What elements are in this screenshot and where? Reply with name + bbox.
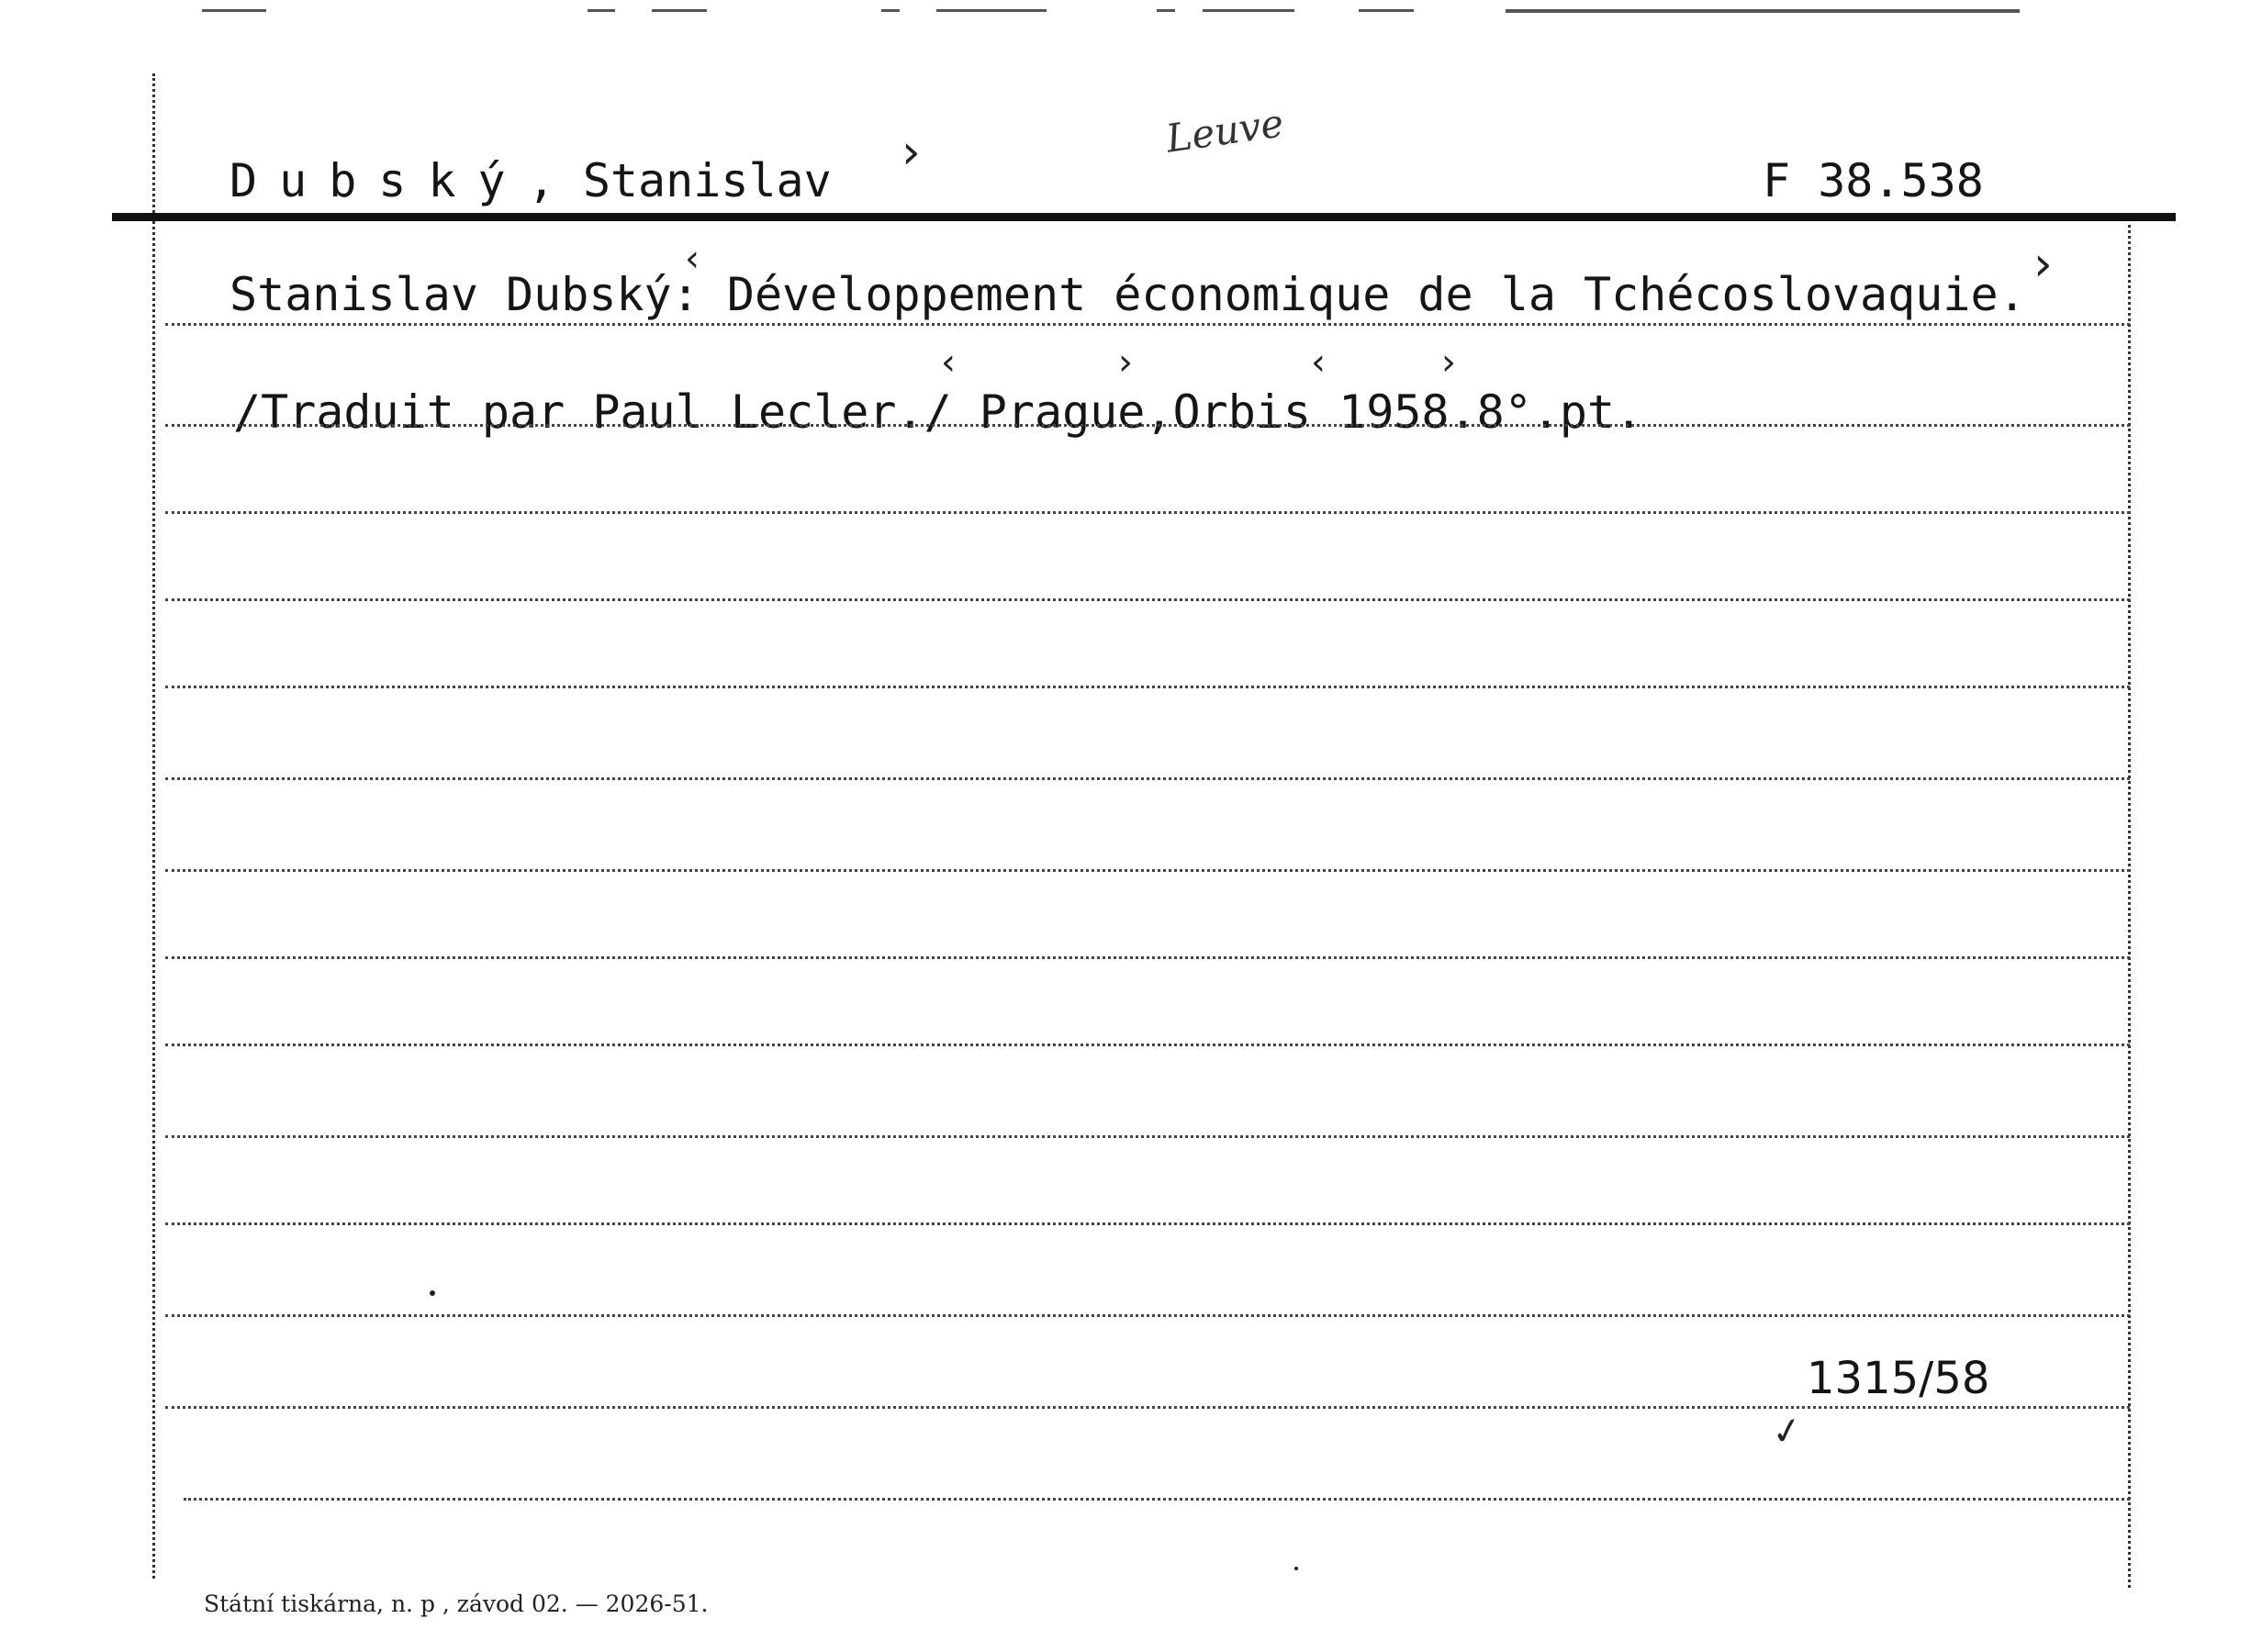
accession-number: 1315/58	[1807, 1353, 1990, 1404]
ruled-line	[165, 686, 2130, 688]
title-line: Stanislav Dubský: Développement économique de la Tchécoslovaquie.	[230, 268, 2026, 321]
handwritten-note: Leuve	[1163, 100, 1287, 162]
ruled-line	[184, 1498, 2130, 1501]
correction-mark: ›	[2033, 237, 2053, 292]
correction-mark: ‹	[685, 238, 700, 280]
ruled-line	[165, 598, 2130, 601]
scan-artifact	[202, 9, 266, 12]
ruled-line	[165, 1314, 2130, 1317]
scan-artifact	[1506, 9, 2020, 13]
ruled-line	[165, 511, 2130, 514]
ruled-line	[165, 1222, 2130, 1225]
ruled-line	[165, 956, 2130, 959]
ruled-line	[165, 323, 2130, 326]
ruled-line	[165, 869, 2130, 872]
ink-dot	[1294, 1567, 1298, 1570]
ruled-line	[165, 1406, 2130, 1409]
author-surname: Dubský	[230, 154, 528, 207]
scan-artifact	[936, 9, 1047, 12]
imprint-line: /Traduit par Paul Lecler./ Prague,Orbis 1958.8°.pt.	[233, 385, 1643, 439]
check-mark: ✓	[1768, 1408, 1807, 1456]
scan-artifact	[881, 9, 900, 12]
ruled-line	[165, 777, 2130, 780]
correction-mark: ›	[1118, 341, 1133, 384]
shelf-mark: F 38.538	[1763, 154, 1984, 207]
left-border	[152, 73, 155, 1579]
ruled-line	[165, 1044, 2130, 1046]
heading-rule	[112, 213, 2176, 221]
scan-artifact	[1359, 9, 1414, 12]
scan-artifact	[1157, 9, 1175, 12]
correction-mark: ‹	[941, 341, 956, 384]
correction-mark: ›	[901, 125, 921, 180]
scan-artifact	[1203, 9, 1294, 12]
author-heading	[230, 154, 832, 207]
correction-mark: ‹	[1311, 341, 1326, 384]
scan-artifact	[652, 9, 707, 12]
scan-artifact	[588, 9, 615, 12]
ruled-line	[165, 1135, 2130, 1138]
right-border	[2128, 225, 2131, 1588]
author-given-name: , Stanislav	[527, 154, 832, 207]
ruled-line	[165, 424, 2130, 427]
ink-dot	[430, 1290, 435, 1296]
correction-mark: ›	[1441, 341, 1456, 384]
printer-footer: Státní tiskárna, n. p , závod 02. — 2026-51.	[204, 1591, 709, 1617]
